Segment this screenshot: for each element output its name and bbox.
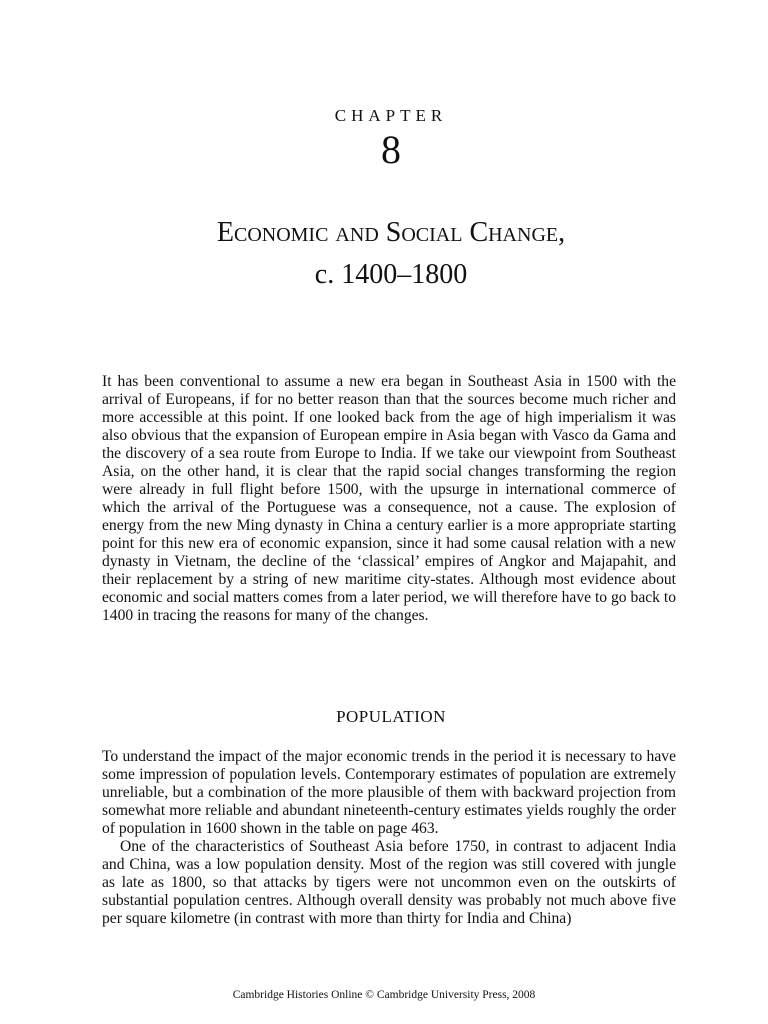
population-paragraph-2: One of the characteristics of Southeast Asia before 1750, in contrast to adjacent India and China, was a low population density. Most of the region was still covered with jungle as late as 1800, so that attacks by tigers were not uncommon even on the outskirts of substantial population centres. Although overall density was probably not much above five per square kilometre (in contrast with more than thirty for India and China) xyxy=(102,838,676,927)
population-section xyxy=(102,748,676,928)
chapter-title-line-1 xyxy=(0,216,768,250)
section-heading: POPULATION xyxy=(336,707,446,726)
intro-section xyxy=(102,373,676,625)
chapter-label: CHAPTER xyxy=(334,106,448,125)
chapter-number: 8 xyxy=(381,127,401,172)
chapter-title-line-2: c. 1400–1800 xyxy=(314,259,468,290)
population-paragraph-1: To understand the impact of the major economic trends in the period it is necessary to have some impression of population levels. Contemporary estimates of population are extremely unreliable, but a combination of the more plausible of them with backward projection from somewhat more reliable and abundant nineteenth-century estimates yields roughly the order of population in 1600 shown in the table on page 463. xyxy=(102,748,676,837)
page-footer: Cambridge Histories Online © Cambridge University Press, 2008 xyxy=(232,989,536,1001)
intro-paragraph: It has been conventional to assume a new era began in Southeast Asia in 1500 with the arrival of Europeans, if for no better reason than that the sources become much richer and more accessible at this point. If one looked back from the age of high imperialism it was also obvious that the expansion of European empire in Asia began with Vasco da Gama and the discovery of a sea route from Europe to India. If we take our viewpoint from Southeast Asia, on the other hand, it is clear that the rapid social changes transforming the region were already in full flight before 1500, with the upsurge in international commerce of which the arrival of the Portuguese was a consequence, not a cause. The explosion of energy from the new Ming dynasty in China a century earlier is a more appropriate starting point for this new era of economic expansion, since it had some causal relation with a new dynasty in Vietnam, the decline of the ‘classical’ empires of Angkor and Majapahit, and their replacement by a string of new maritime city-states. Although most evidence about economic and social matters comes from a later period, we will therefore have to go back to 1400 in tracing the reasons for many of the changes. xyxy=(102,373,676,624)
chapter-title-text: Economic and Social Change, xyxy=(216,217,566,248)
